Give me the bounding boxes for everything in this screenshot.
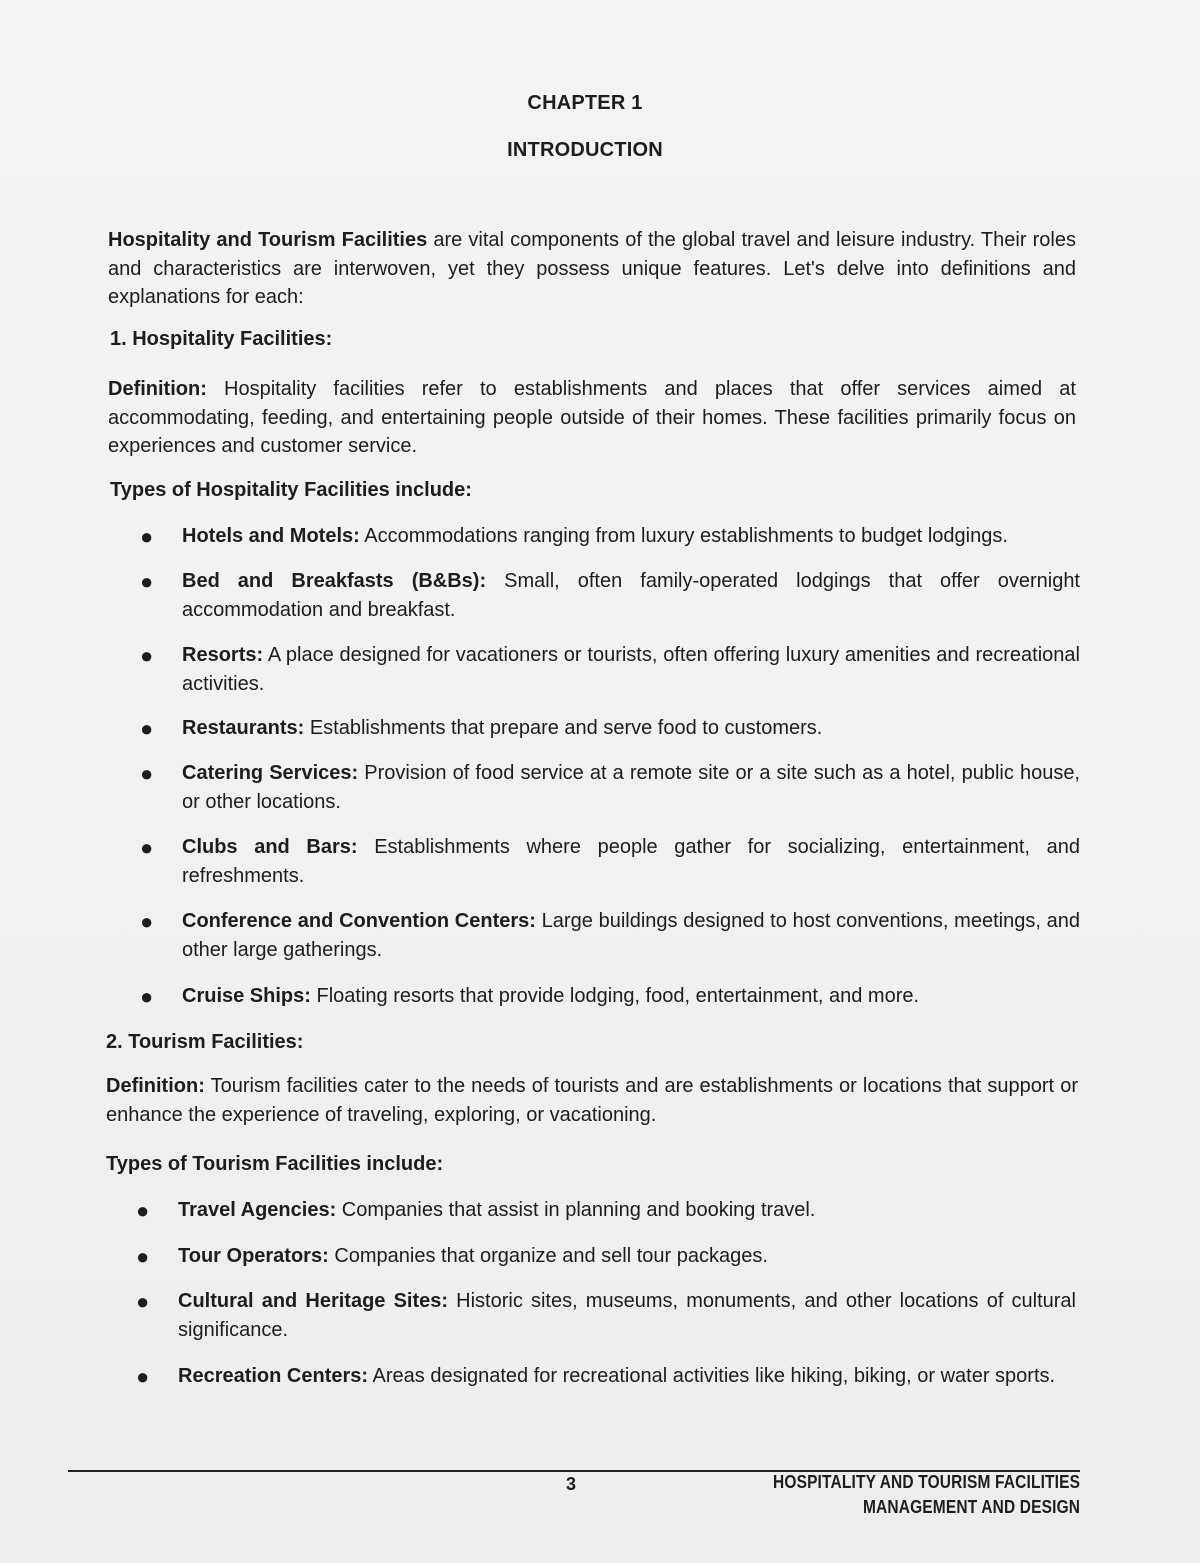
- list-item: [136, 1242, 1076, 1271]
- hospitality-heading: 1. Hospitality Facilities:: [110, 328, 333, 350]
- list-item: [136, 1287, 1076, 1345]
- item-term: Catering Services:: [182, 762, 359, 784]
- list-item: [140, 907, 1080, 965]
- list-item: [140, 982, 1080, 1011]
- hospitality-definition-label: Definition:: [108, 378, 207, 400]
- bullet-icon: ●: [136, 1364, 150, 1389]
- list-item: [140, 833, 1080, 891]
- bullet-icon: ●: [140, 909, 154, 934]
- tourism-heading: 2. Tourism Facilities:: [106, 1031, 304, 1053]
- item-desc: Areas designated for recreational activities like hiking, biking, or water sports.: [368, 1365, 1056, 1387]
- intro-text: are vital components of the global travel and leisure industry. Their roles and characteristics are interwoven, yet they possess unique features. Let's delve into definitions and explanations for each:: [108, 229, 1076, 308]
- item-term: Bed and Breakfasts (B&Bs):: [182, 570, 487, 592]
- page-number: 3: [566, 1474, 577, 1494]
- list-item: [136, 1362, 1076, 1391]
- item-term: Travel Agencies:: [178, 1199, 337, 1221]
- footer-title-line2: MANAGEMENT AND DESIGN: [862, 1497, 1080, 1517]
- item-desc: A place designed for vacationers or tourists, often offering luxury amenities and recreational activities.: [182, 644, 1080, 695]
- bullet-icon: ●: [136, 1289, 150, 1314]
- item-desc: Companies that assist in planning and booking travel.: [336, 1199, 816, 1221]
- intro-bold-lead: Hospitality and Tourism Facilities: [108, 229, 428, 251]
- bullet-icon: ●: [140, 984, 154, 1009]
- bullet-icon: ●: [140, 569, 154, 594]
- list-item: [140, 522, 1080, 551]
- tourism-definition: [106, 1072, 1078, 1129]
- hospitality-types-heading: Types of Hospitality Facilities include:: [110, 479, 472, 501]
- item-desc: Large buildings designed to host conventions, meetings, and other large gatherings.: [182, 910, 1080, 961]
- bullet-icon: ●: [140, 524, 154, 549]
- item-desc: Companies that organize and sell tour packages.: [328, 1245, 768, 1267]
- item-term: Hotels and Motels:: [182, 525, 360, 547]
- tourism-types-heading: Types of Tourism Facilities include:: [106, 1153, 444, 1175]
- footer-title-line1: HOSPITALITY AND TOURISM FACILITIES: [772, 1472, 1080, 1492]
- item-desc: Historic sites, museums, monuments, and other locations of cultural significance.: [178, 1290, 1076, 1341]
- hospitality-definition-text: Hospitality facilities refer to establishments and places that offer services aimed at accommodating, feeding, and entertaining people outside of their homes. These facilities primarily focus on experiences and customer service.: [108, 378, 1076, 457]
- tourism-definition-label: Definition:: [106, 1075, 205, 1097]
- footer-title: [773, 1470, 1080, 1520]
- item-desc: Establishments that prepare and serve food to customers.: [304, 717, 823, 739]
- bullet-icon: ●: [140, 761, 154, 786]
- tourism-definition-text: Tourism facilities cater to the needs of tourists and are establishments or locations that support or enhance the experience of traveling, exploring, or vacationing.: [106, 1075, 1078, 1126]
- item-desc: Floating resorts that provide lodging, food, entertainment, and more.: [310, 985, 920, 1007]
- item-term: Conference and Convention Centers:: [182, 910, 536, 932]
- item-term: Cultural and Heritage Sites:: [178, 1290, 449, 1312]
- chapter-title: INTRODUCTION: [507, 139, 663, 161]
- hospitality-definition: [108, 375, 1076, 461]
- item-term: Recreation Centers:: [178, 1365, 369, 1387]
- bullet-icon: ●: [140, 716, 154, 741]
- bullet-icon: ●: [140, 835, 154, 860]
- item-term: Cruise Ships:: [182, 985, 311, 1007]
- list-item: [136, 1196, 1076, 1225]
- bullet-icon: ●: [136, 1244, 150, 1269]
- intro-paragraph: [108, 226, 1076, 312]
- list-item: [140, 714, 1080, 743]
- list-item: [140, 759, 1080, 817]
- list-item: [140, 641, 1080, 699]
- item-desc: Establishments where people gather for socializing, entertainment, and refreshments.: [182, 836, 1080, 887]
- list-item: [140, 567, 1080, 625]
- item-term: Resorts:: [182, 644, 264, 666]
- bullet-icon: ●: [140, 643, 154, 668]
- item-term: Tour Operators:: [178, 1245, 329, 1267]
- bullet-icon: ●: [136, 1198, 150, 1223]
- item-desc: Provision of food service at a remote site or a site such as a hotel, public house, or other locations.: [182, 762, 1080, 813]
- chapter-number: CHAPTER 1: [527, 92, 643, 114]
- item-term: Restaurants:: [182, 717, 305, 739]
- item-term: Clubs and Bars:: [182, 836, 358, 858]
- item-desc: Accommodations ranging from luxury establishments to budget lodgings.: [359, 525, 1008, 547]
- item-desc: Small, often family-operated lodgings that offer overnight accommodation and breakfast.: [182, 570, 1080, 621]
